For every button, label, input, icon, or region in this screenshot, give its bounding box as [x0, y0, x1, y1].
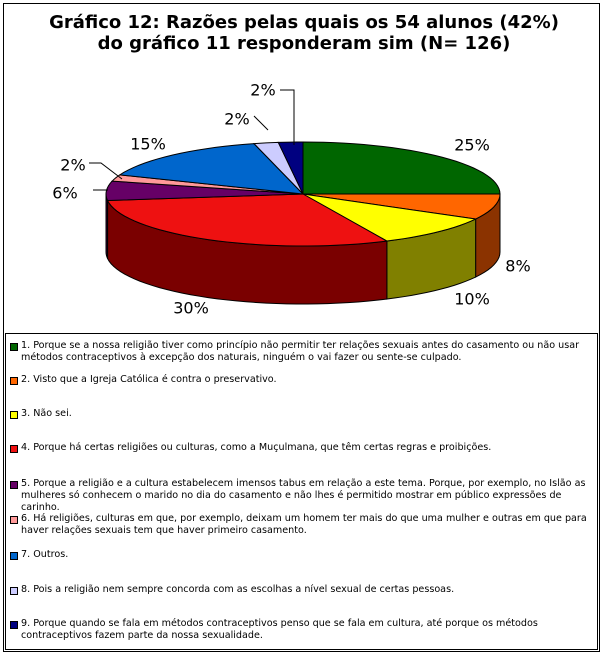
legend-swatch-3 [10, 411, 18, 419]
pie-slice-side-5 [106, 194, 108, 259]
legend-label-1: 1. Porque se a nossa religião tiver como princípio não permitir ter relações sexuais antes do casamento ou não usar métodos contraceptivos à excepção dos naturais, ninguém o vai fazer ou sente-se culpado. [21, 340, 580, 363]
legend-item-5 [10, 478, 593, 514]
legend-item-8 [10, 584, 593, 596]
legend-swatch-7 [10, 552, 18, 560]
slice-percent-label-6: 2% [60, 155, 86, 175]
legend-swatch-4 [10, 445, 18, 453]
slice-percent-label-5: 6% [52, 183, 78, 203]
legend-swatch-1 [10, 343, 18, 351]
slice-percent-label-8: 2% [224, 109, 250, 129]
legend-label-3: 3. Não sei. [21, 408, 72, 419]
slice-percent-label-9: 2% [250, 80, 276, 100]
chart-title: Gráfico 12: Razões pelas quais os 54 alunos (42%) do gráfico 11 responderam sim (N= 126) [49, 12, 559, 54]
legend-label-2: 2. Visto que a Igreja Católica é contra o preservativo. [21, 374, 277, 385]
legend [5, 333, 598, 650]
legend-swatch-5 [10, 481, 18, 489]
legend-swatch-6 [10, 516, 18, 524]
chart-frame [3, 3, 600, 652]
leader-line-9 [280, 90, 294, 145]
slice-percent-label-7: 15% [130, 134, 166, 154]
legend-item-2 [10, 374, 593, 386]
legend-label-5: 5. Porque a religião e a cultura estabelecem imensos tabus em relação a este tema. Porque, por exemplo, no Islão as mulheres só conhecem o marido no dia do casamento e não lhes é permitido mostrar em público expressões de carinho. [21, 478, 586, 513]
legend-label-6: 6. Há religiões, culturas em que, por exemplo, deixam um homem ter mais do que uma mulher e outras em que para haver relações sexuais tem que haver primeiro casamento. [21, 513, 587, 536]
slice-percent-label-3: 10% [454, 289, 490, 309]
leader-line-8 [254, 116, 268, 130]
legend-label-9: 9. Porque quando se fala em métodos contraceptivos penso que se fala em cultura, até porque os métodos contraceptivos fazem parte da nossa sexualidade. [21, 618, 538, 641]
slice-percent-label-2: 8% [505, 256, 531, 276]
legend-item-1 [10, 340, 593, 364]
pie-chart [4, 4, 601, 329]
legend-label-8: 8. Pois a religião nem sempre concorda com as escolhas a nível sexual de certas pessoas. [21, 584, 455, 595]
legend-swatch-2 [10, 377, 18, 385]
legend-label-7: 7. Outros. [21, 549, 69, 560]
slice-percent-label-1: 25% [454, 135, 490, 155]
legend-label-4: 4. Porque há certas religiões ou culturas, como a Muçulmana, que têm certas regras e proibições. [21, 442, 492, 453]
legend-item-3 [10, 408, 593, 420]
legend-item-7 [10, 549, 593, 561]
legend-item-9 [10, 618, 593, 642]
legend-item-4 [10, 442, 593, 454]
legend-swatch-9 [10, 621, 18, 629]
slice-percent-label-4: 30% [173, 298, 209, 318]
legend-swatch-8 [10, 587, 18, 595]
legend-item-6 [10, 513, 593, 537]
